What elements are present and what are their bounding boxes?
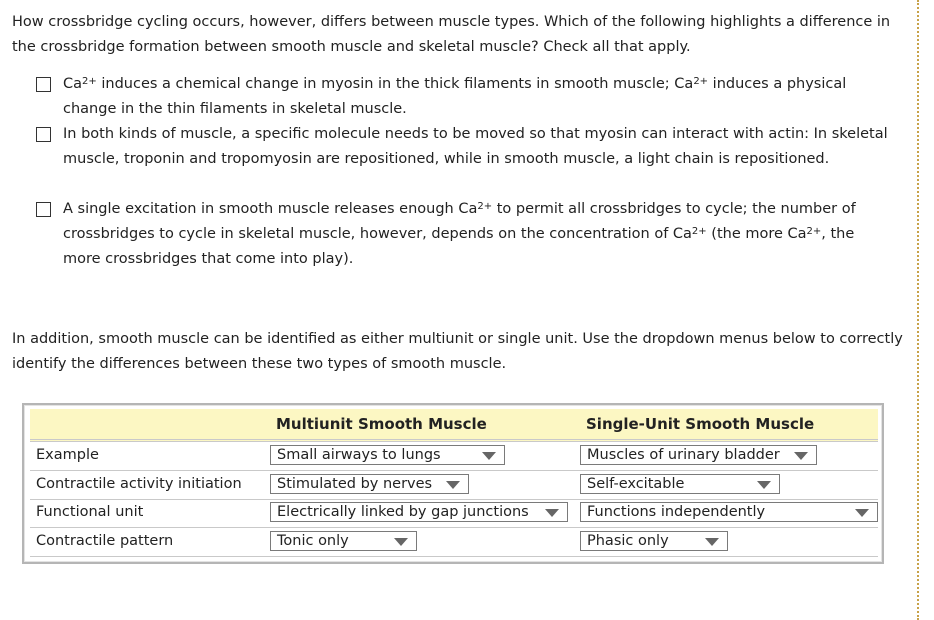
dropdown-arrow-icon — [446, 481, 460, 489]
dropdown-value: Small airways to lungs — [277, 447, 441, 463]
smooth-muscle-table — [22, 403, 884, 564]
option-1[interactable] — [36, 72, 896, 122]
option-1-text: $Ca^{2+}$ induces a chemical change in myosin in the thick filaments in smooth muscle; $Ca^{2+}$ induces a physical change in the thin filaments in skeletal muscle. — [63, 76, 847, 117]
table-row-functional-unit — [30, 499, 878, 528]
option-3-text: A single excitation in smooth muscle releases enough $Ca^{2+}$ to permit all crossbridges to cycle; the number of crossbridges to cycle in skeletal muscle, however, depends on the concentration of $Ca^{2+}$ (the more $Ca^{2+}$, the more crossbridges that come into play). — [63, 201, 856, 267]
example-single-unit-dropdown[interactable] — [580, 445, 817, 465]
checkbox-options — [36, 72, 896, 272]
initiation-single-unit-dropdown[interactable] — [580, 474, 780, 494]
initiation-multiunit-dropdown[interactable] — [270, 474, 469, 494]
intro-question: How crossbridge cycling occurs, however, differs between muscle types. Which of the following highlights a difference in the crossbridge formation between smooth muscle and skeletal muscle? Check all that apply. — [12, 14, 891, 55]
dropdown-arrow-icon — [482, 452, 496, 460]
table-row-contractile-pattern — [30, 528, 878, 557]
dropdown-arrow-icon — [794, 452, 808, 460]
dropdown-value: Tonic only — [277, 533, 349, 549]
option-2[interactable] — [36, 122, 896, 197]
dropdown-value: Muscles of urinary bladder — [587, 447, 780, 463]
row-label: Example — [36, 447, 99, 463]
dropdown-arrow-icon — [705, 538, 719, 546]
dropdown-value: Self-excitable — [587, 476, 685, 492]
dropdown-value: Stimulated by nerves — [277, 476, 433, 492]
option-2-text: In both kinds of muscle, a specific molecule needs to be moved so that myosin can interact with actin: In skeletal muscle, troponin and tropomyosin are repositioned, while in smooth muscle, a light chain is repositioned. — [63, 126, 888, 167]
header-multiunit: Multiunit Smooth Muscle — [276, 415, 487, 433]
dropdown-instructions: In addition, smooth muscle can be identified as either multiunit or single unit. Use the dropdown menus below to correctly identify the differences between these two types of smooth muscle. — [12, 331, 903, 372]
dropdown-arrow-icon — [855, 509, 869, 517]
table-row-initiation — [30, 471, 878, 500]
row-label: Contractile pattern — [36, 533, 174, 549]
dropdown-arrow-icon — [545, 509, 559, 517]
row-label: Functional unit — [36, 504, 144, 520]
dropdown-value: Functions independently — [587, 504, 766, 520]
row-label: Contractile activity initiation — [36, 476, 242, 492]
dropdown-arrow-icon — [394, 538, 408, 546]
header-single-unit: Single-Unit Smooth Muscle — [586, 415, 815, 433]
functional-unit-single-unit-dropdown[interactable] — [580, 502, 878, 522]
option-3-checkbox[interactable] — [36, 202, 51, 217]
functional-unit-multiunit-dropdown[interactable] — [270, 502, 568, 522]
dropdown-value: Phasic only — [587, 533, 669, 549]
pattern-single-unit-dropdown[interactable] — [580, 531, 728, 551]
table-header — [30, 409, 878, 442]
option-1-checkbox[interactable] — [36, 77, 51, 92]
dropdown-value: Electrically linked by gap junctions — [277, 504, 529, 520]
page-edge-divider — [917, 0, 919, 620]
example-multiunit-dropdown[interactable] — [270, 445, 505, 465]
pattern-multiunit-dropdown[interactable] — [270, 531, 417, 551]
option-2-checkbox[interactable] — [36, 127, 51, 142]
option-3[interactable] — [36, 197, 896, 272]
dropdown-arrow-icon — [757, 481, 771, 489]
table-row-example — [30, 442, 878, 471]
